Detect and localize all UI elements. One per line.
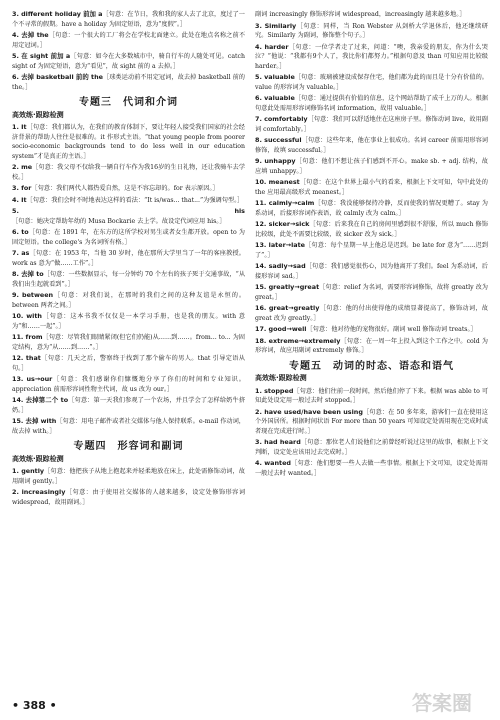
answer-explanation: ［句意：在 1953 年，当他 30 岁时，他在那所大学里当了一年的客座教授。work as 意为“做……工作”。］ [12,250,245,267]
answer-explanation: ［句意：第一天我们参观了一个农场，并且学会了怎样给奶牛挤奶。］ [12,397,245,414]
answer-key: 4. wanted [255,459,291,467]
subsection-title: 高效练·跟踪检测 [12,110,64,119]
answer-explanation: ［句意：他们想要一些人去做一些事情。根据上下文可知，设定处需用一般过去时 wanted。］ [255,460,488,477]
answer-key: 14. sadly→sad [255,262,306,270]
answer-entry [12,196,245,206]
answer-key: 9. between [12,291,54,299]
answer-entry [12,10,245,29]
answer-entry [12,123,245,161]
answer-entry [255,22,488,41]
answer-entry [255,10,488,20]
answer-key: 17. good→well [255,325,307,333]
answer-entry [255,459,488,478]
answer-key: 4. harder [255,42,289,51]
answer-entry [255,304,488,323]
answer-key: 3. different holiday 前加 a [12,10,103,18]
answer-entry [12,52,245,71]
answer-key: 9. unhappy [255,157,296,165]
answer-key: 2. increasingly [12,488,66,496]
answer-explanation: ［句意：在 50 多年来，游客们一直在使用这个外国居所。根据时间状语 For more than 50 years 可知设定处需用现在完成时或者现在完成进行时。］ [255,408,488,435]
answer-explanation: ［句意：在一周一年上投入到这个工作之中。cold 为形容词，故应用副词 extremely 修饰。］ [255,337,488,354]
answer-entry [255,241,488,260]
answer-explanation: ［句意：同样，当 Ron Webster 从剑桥大学退休后，他还继续研究。Similarly 为副词，修饰整个句子。］ [255,22,488,39]
answer-key: 1. It [12,123,27,131]
answer-entry [255,337,488,356]
answer-key: 12. sicker→sick [255,220,310,228]
answer-explanation: ［句意：relief 为名词，需要形容词修饰，故将 greatly 改为 great。］ [255,284,488,301]
answer-key: 1. stopped [255,386,294,395]
answer-explanation: ［句意：一些数据显示，每一分钟约 70 个左右的孩子死于交通事故，“从我们出生起就看到”。］ [12,271,245,288]
answer-key: 2. have used/have been using [255,407,363,416]
answer-explanation: ［句意：对我们说，在那时的我们之间的这种友谊是永恒的。between 两者之间。］ [12,292,245,309]
answer-key: 6. valuable [255,94,295,102]
answer-entry [255,178,488,197]
answer-key: 13. us→our [12,375,53,383]
answer-entry [12,396,245,415]
answer-key: 8. successful [255,136,302,144]
answer-key: 11. calmly→calm [255,199,315,207]
answer-key: 7. as [12,249,30,257]
answer-explanation: ［句意：我们两代人都热爱自然，这是不容忘却的。for 表示原因。］ [31,185,219,192]
answer-key: 2. me [12,163,33,171]
answer-key: 10. with [12,312,42,320]
answer-explanation: ［球类运动前不用定冠词，故去掉 basketball 前的 the。］ [12,74,245,91]
answer-entry [255,115,488,134]
page-number: • 388 • [12,699,57,712]
answer-explanation: ［句意：我没能够保持冷静，反而使我的情况更糟了。stay 为系动词，后接形容词作表语，故 calmly 改为 calm。］ [255,200,488,217]
answer-entry [12,31,245,50]
answer-key: 6. 去掉 basketball 前的 the [12,73,103,81]
answer-entry [12,184,245,194]
answer-key: 13. later→late [255,241,305,249]
answer-explanation: ［句意：他的付出使得他的成绩显著提高了，修饰动词，故 great 改为 greatly。］ [255,305,488,322]
answer-entry [12,270,245,289]
answer-entry [12,333,245,352]
answer-explanation: ［句意：尽管我们眼睛紧闭(但它们仍能)从……到……。from... to... 为固定结构，意为“从……到……”。］ [12,334,245,351]
answer-explanation: ［句意：由于使用社交媒体的人越来越多，设定处修饰形容词 widespread，故用副词。］ [12,489,245,506]
answer-explanation: ［句意：她决定帮助年幼的 Musa Bockarie 去上学。故设定代词应用 his。］ [12,217,226,225]
answer-entry [12,249,245,268]
answer-explanation: ［句意：每个星期一早上他总是迟到。be late for 意为“……迟到了”。］ [255,242,488,259]
answer-key: 5. 在 sight 前加 a [12,52,71,60]
answer-explanation: ［句意：在节日，我和我的家人去了北京，度过了一个不寻常的假期。have a holiday 为固定短语，意为“度假”。］ [12,11,245,28]
answer-key: 5. valuable [255,73,295,81]
answer-key: 16. great→greatly [255,304,320,312]
answer-explanation: ［句意：用电子邮件或者社交媒体与他人保持联系。e-mail 作动词，故去掉 with。］ [12,418,245,435]
answer-key: 11. from [12,333,43,341]
answer-key: 10. meanest [255,178,300,186]
section-title: 专题五 动词的时态、语态和语气 [289,360,454,372]
answer-explanation: ［句意：我们会时不时地表达这样的看法：“It is/was... that...”为强调句型。］ [26,196,244,204]
answer-entry [12,228,245,247]
answer-explanation: ［句意：在 1891 年，在东方的这所学校对男生或者女生都开放。open to 为固定短语。the college's 为名词所有格。］ [12,229,245,246]
answer-entry [255,283,488,302]
answer-key: 5. his [12,207,245,215]
answer-explanation: ［句意：他们往前一段时间，然后他们停了下来。根据 was able to 可知此处设定用一般过去时 stopped。］ [255,387,488,404]
answer-entry [12,73,245,92]
answer-key: 1. gently [12,467,45,475]
answer-explanation: ［句意：他们不想让孩子们感到不开心。make sb. + adj. 结构，故应填 unhappy。］ [255,158,488,175]
answer-entry [255,157,488,176]
answer-entry [12,488,245,507]
answer-entry [12,163,245,182]
answer-entry [255,438,488,457]
answer-entry [12,312,245,331]
answer-key: 18. extreme→extremely [255,336,341,345]
right-column [255,10,488,700]
answer-explanation: ［句意：那位老人们说他们之前曾经听说过这里的故事，根据上下文判断，设定处应该用过去完成时。］ [255,439,488,456]
answer-entry [255,408,488,437]
answer-explanation: ［句意：玻璃被建设成保存住宅，他们都为此的而且是十分有价值的。value 的形容词为 valuable。］ [255,74,488,91]
answer-key: 4. It [12,195,27,204]
answer-key: 15. 去掉 with [12,417,57,425]
answer-entry [255,325,488,335]
answer-entry [255,262,488,281]
answer-explanation: ［句意：这本书我不仅仅是一本学习手册，也是我的朋友。with 意为“和……一起”。］ [12,313,245,330]
answer-explanation: ［句意：通过提供有价值的信息，这个网站帮助了成千上万的人。根据句意此处需用形容词修饰名词 information，故用 valuable。］ [255,95,488,112]
subsection-title: 高效练·跟踪检测 [12,454,64,463]
answer-entry [255,43,488,72]
watermark-logo: 答案圈 [412,690,472,715]
answer-entry [12,375,245,394]
left-column [12,10,245,700]
answer-explanation: ［句意：我们可以舒适地住在这座房子里。修饰动词 live，故用副词 comfortably。］ [255,116,488,133]
answer-explanation: ［句意：他对待他的宠物很好。副词 well 修饰动词 treats。］ [306,326,477,333]
answer-explanation: ［句意：后来我在自己的房间里感到很不舒服，所以 much 修饰比较级，此处不需要比较级，故 sicker 改为 sick。］ [255,221,488,238]
answer-explanation: ［句意：几天之后，警察终于找到了那个偷车的男人。that 引导定语从句。］ [12,355,245,372]
answer-explanation: ［句意：一个很大的工厂将会在学校北面建立。此处在地点名称之前不用定冠词。］ [12,32,245,49]
answer-key: 15. greatly→great [255,283,320,291]
answer-entry [255,73,488,92]
answer-entry [255,387,488,406]
answer-explanation: ［句意：一位学者走了过来，问道：“噢，我亲爱的朋友，你为什么哭泣？”他说：“我都有9个人了，我比你们都努力。”根据句意及 than 可知应用比较级 harder。］ [255,43,488,70]
answer-explanation: ［句意：我们都认为，在我们的教育体制下，要让年轻人接受我们国家的社会经济背景的帮助人往往是很难的。it 作形式主语。“that young people from poorer socio-economic backgrounds tend to do less well in our education system”才是真正的主语。］ [12,124,245,160]
answer-explanation: ［句意：这些年来，他在事业上很成功。名词 career 前需用形容词修饰，故填 successful。］ [255,137,488,154]
answer-key: 3. for [12,184,32,192]
answer-explanation: 副词 increasingly 修饰形容词 widespread，increasingly 越来越多地。］ [255,11,466,18]
answer-entry [255,199,488,218]
answer-key: 14. 去掉第二个 to [12,396,69,404]
answer-explanation: ［句意：我们感谢你们慷慨地分享了你们的时间和专业知识。appreciation 前需形容词性物主代词，故 us 改为 our。］ [12,376,245,393]
answer-key: 8. 去掉 to [12,270,44,278]
answer-entry [12,207,245,226]
answer-key: 3. had heard [255,438,301,446]
answer-key: 12. that [12,354,41,362]
subsection-title: 高效练·跟踪检测 [255,374,307,382]
section-title: 专题三 代词和介词 [79,97,178,108]
answer-key: 6. to [12,228,29,236]
answer-entry [12,467,245,486]
answer-key: 7. comfortably [255,115,308,123]
answer-entry [12,417,245,436]
answer-explanation: ［句意：我父母不仅给我一辆自行车作为我16岁的生日礼物，还让我骑车去学校。］ [12,164,245,181]
answer-explanation: ［句意：在这个世界上最小气的看来，根据上下文可知，句中此处的 the 应用最高级形式 meanest。］ [255,179,488,196]
section-title: 专题四 形容词和副词 [73,441,184,452]
answer-key: 3. Similarly [255,21,297,30]
answer-entry [255,94,488,113]
answer-explanation: ［句意：如今在大多数城市中，骑自行车的人随处可见。catch sight of 为固定短语，意为“看见”，故 sight 前的 a 去掉。］ [12,53,245,70]
answer-entry [12,291,245,310]
answer-explanation: ［句意：我们感觉很伤心，因为他离开了我们。feel 为系动词，后接形容词 sad。］ [255,263,488,280]
answer-explanation: ［句意：他把孩子从地上抱起来并轻柔地放在床上，此处需修饰动词，故用副词 gently。］ [12,468,245,485]
answer-entry [255,220,488,239]
columns [12,10,488,700]
answer-key: 4. 去掉 the [12,31,49,39]
answer-entry [255,136,488,155]
answer-entry [12,354,245,373]
